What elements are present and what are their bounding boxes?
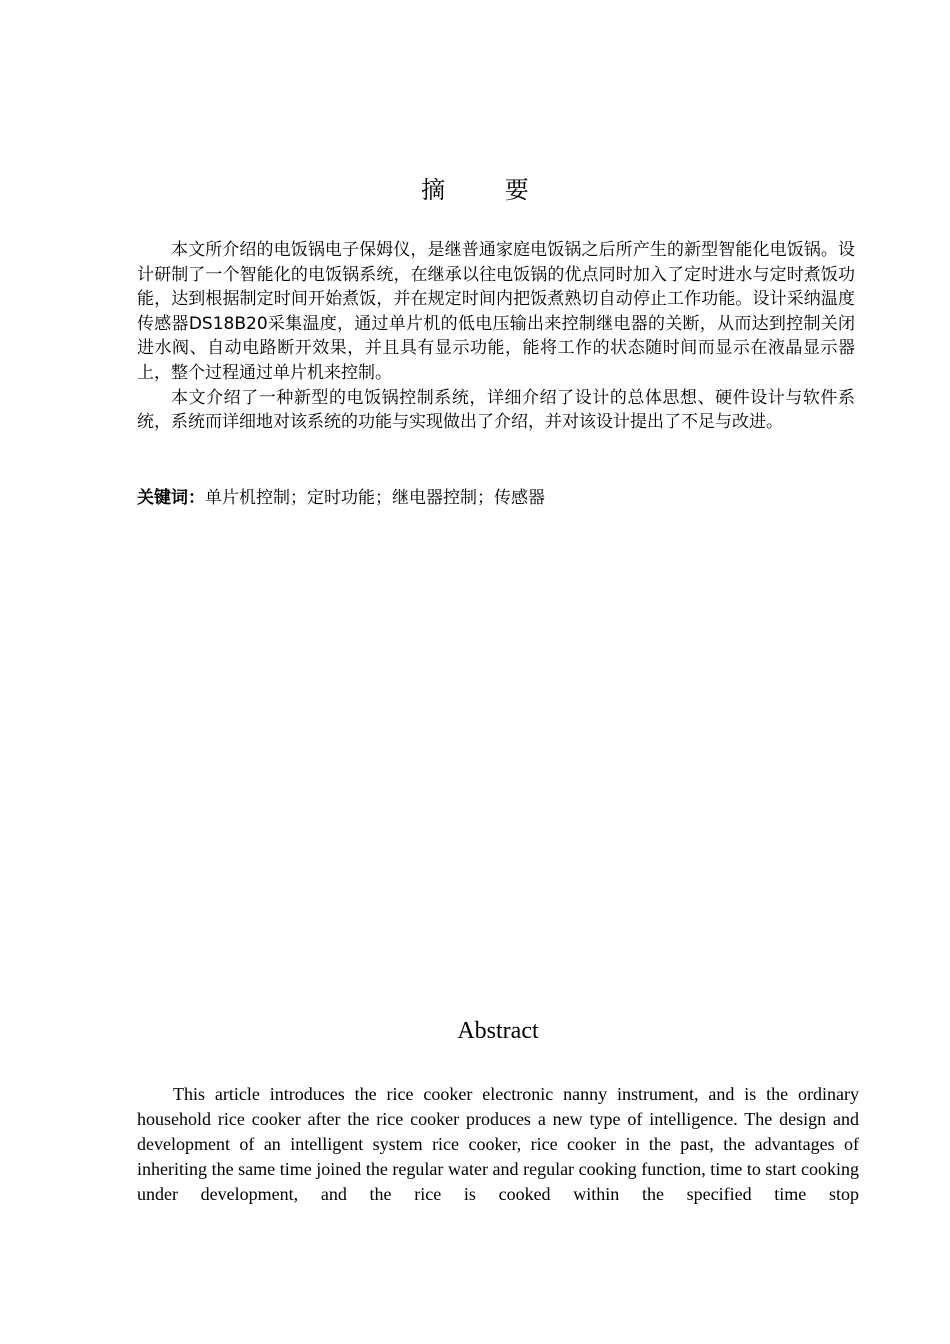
abstract-en-title: Abstract (457, 1018, 539, 1044)
abstract-en-body (137, 1082, 859, 1207)
abstract-cn-body (137, 238, 855, 435)
abstract-cn-paragraph-1: 本文所介绍的电饭锅电子保姆仪，是继普通家庭电饭锅之后所产生的新型智能化电饭锅。设计研制了一个智能化的电饭锅系统，在继承以往电饭锅的优点同时加入了定时进水与定时煮饭功能，达到根据制定时间开始煮饭，并在规定时间内把饭煮熟切自动停止工作功能。设计采纳温度传感器DS18B20采集温度，通过单片机的低电压输出来控制继电器的关断，从而达到控制关闭进水阀、自动电路断开效果，并且具有显示功能，能将工作的状态随时间而显示在液晶显示器上，整个过程通过单片机来控制。 (137, 240, 855, 383)
abstract-en-paragraph: This article introduces the rice cooker electronic nanny instrument, and is the ordinary household rice cooker after the rice cooker produces a new type of intelligence. The design and development of an intelligent system rice cooker, rice cooker in the past, the advantages of inheriting the same time joined the regular water and regular cooking function, time to start cooking under development, and the rice is cooked within the specified time stop (137, 1084, 859, 1204)
abstract-cn-paragraph-2: 本文介绍了一种新型的电饭锅控制系统，详细介绍了设计的总体思想、硬件设计与软件系统，系统而详细地对该系统的功能与实现做出了介绍，并对该设计提出了不足与改进。 (137, 387, 855, 433)
abstract-cn-title: 摘 要 (421, 176, 555, 204)
keywords-label: 关键词： (137, 488, 205, 508)
keywords-list: 单片机控制；定时功能；继电器控制；传感器 (205, 488, 545, 508)
keywords-line (137, 486, 855, 510)
